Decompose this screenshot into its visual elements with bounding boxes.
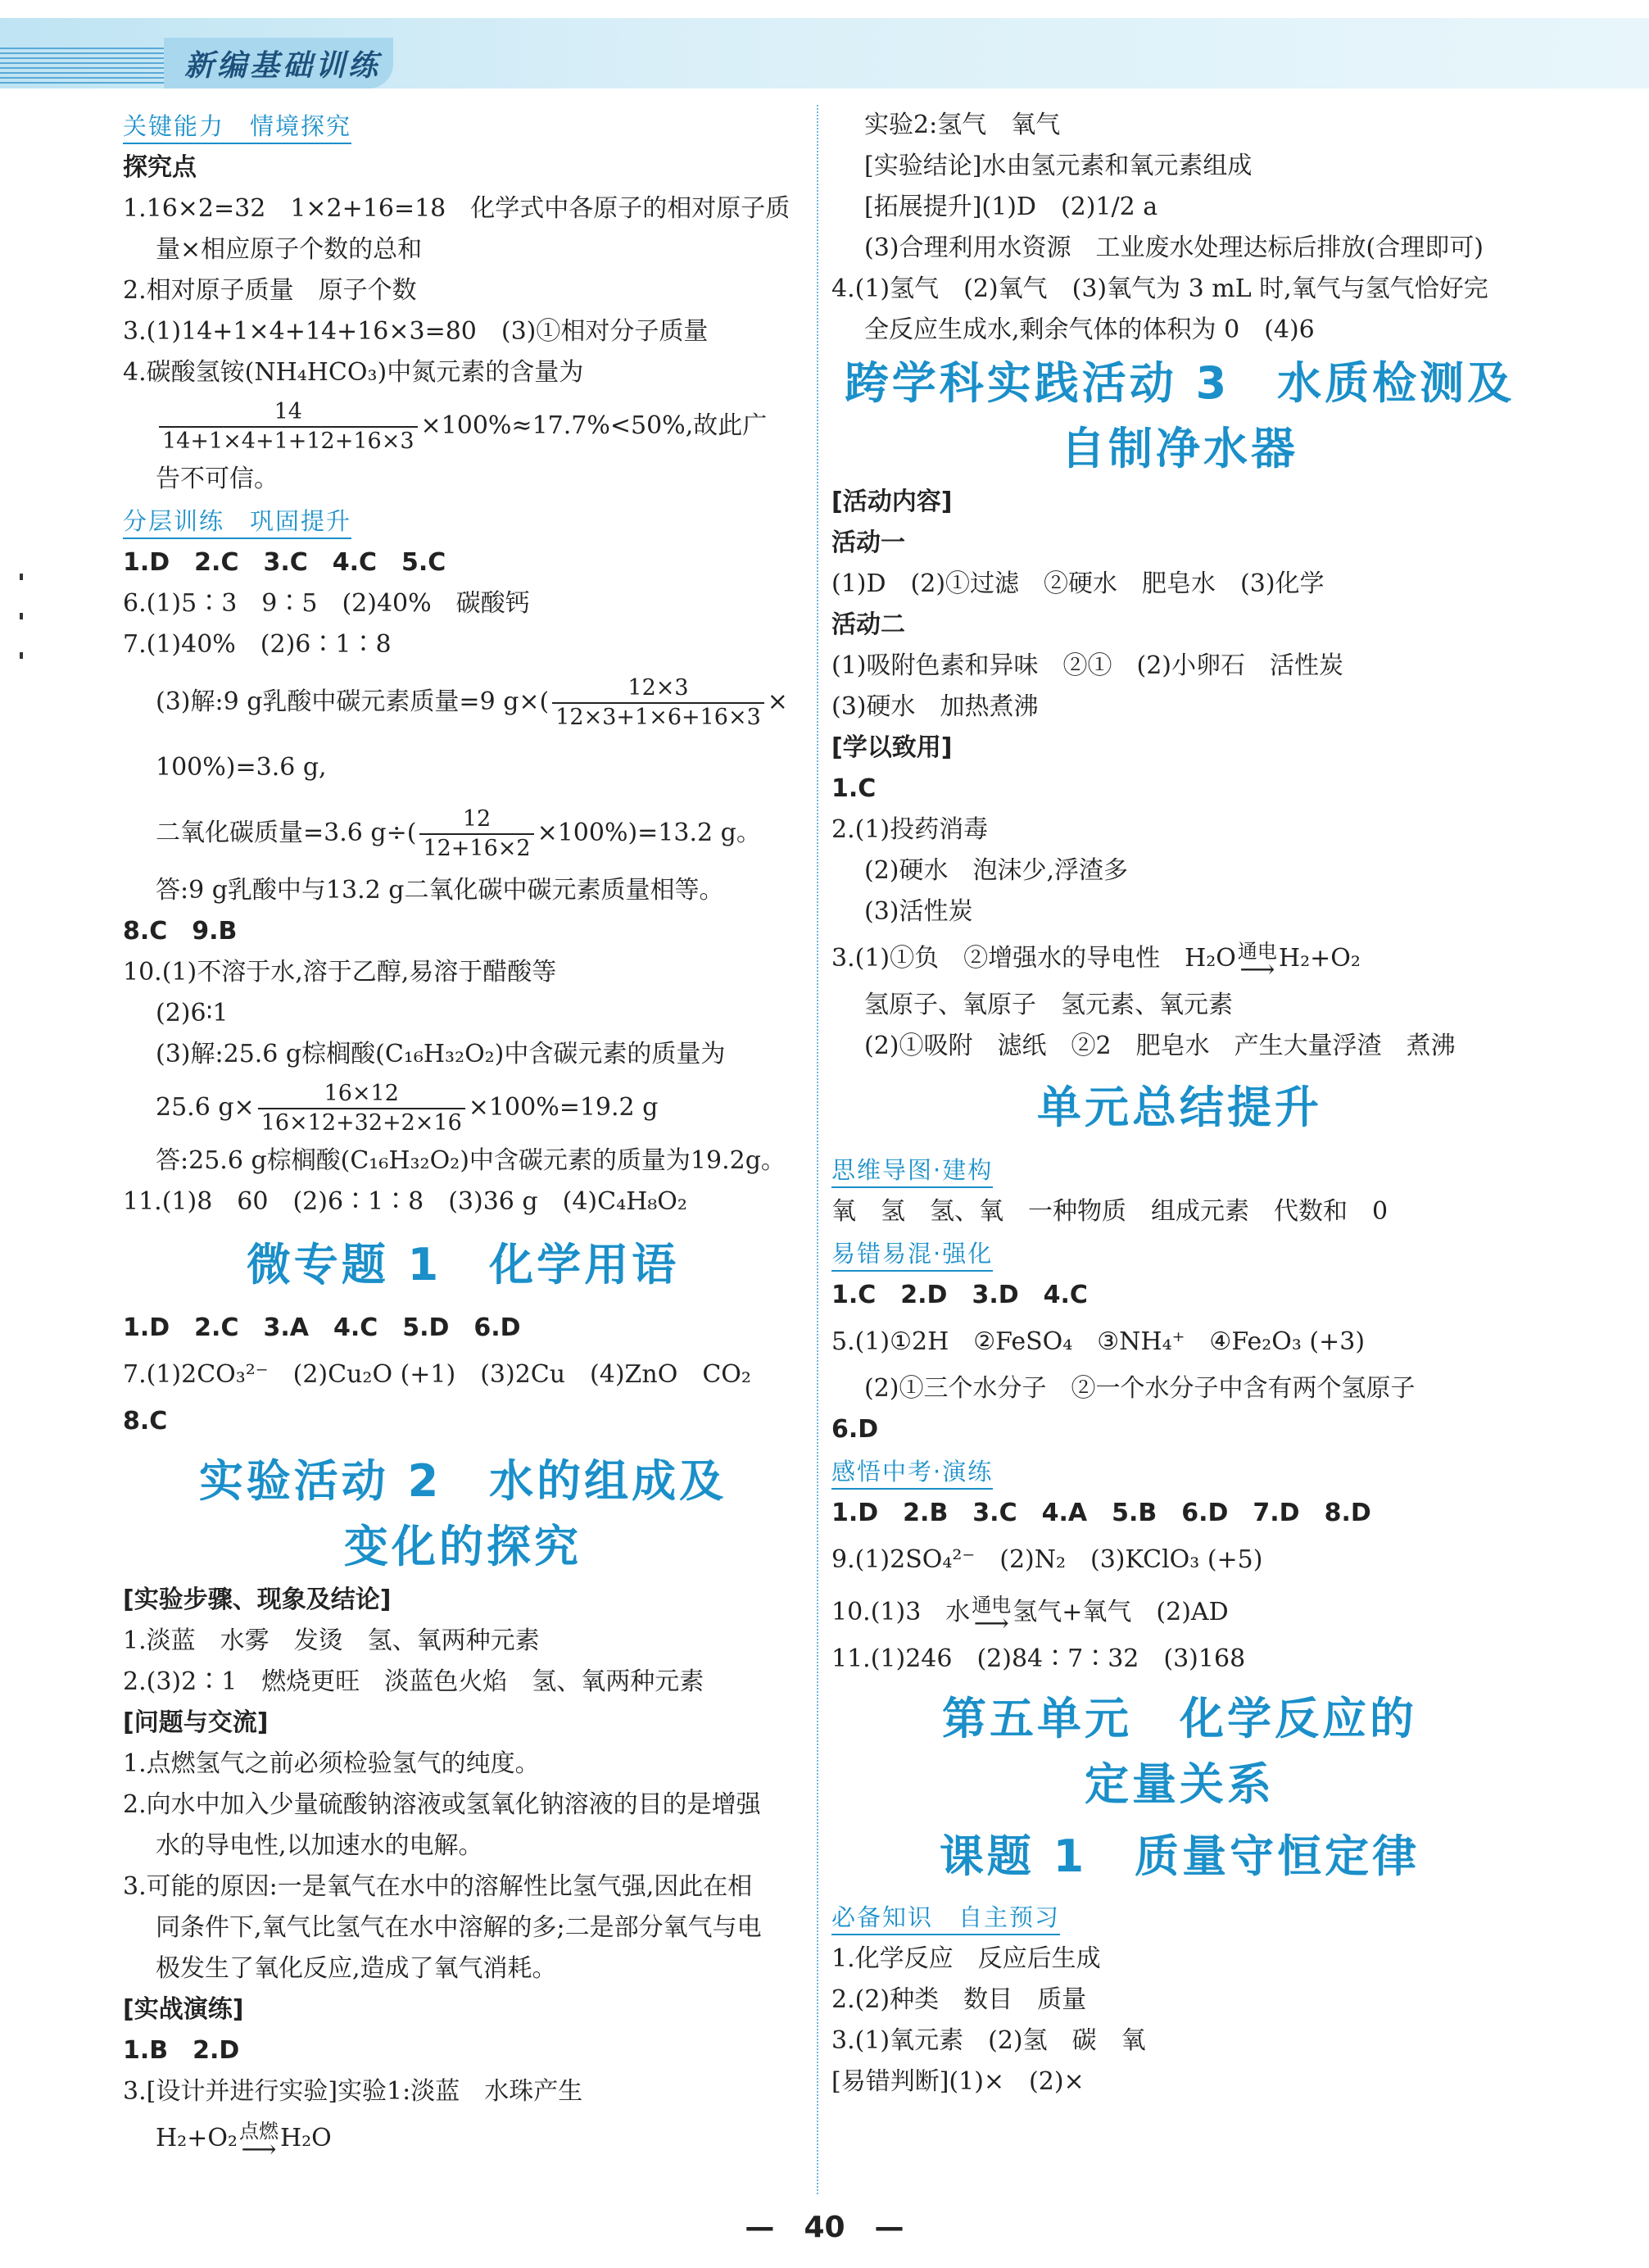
subheading: 活动一 — [831, 528, 905, 557]
bracket-heading: [实验步骤、现象及结论] — [123, 1585, 392, 1614]
section-title: 定量关系 — [1085, 1758, 1275, 1810]
answer-line: 氢原子、氧原子 氢元素、氧元素 — [864, 991, 1233, 1019]
right-column — [831, 105, 1528, 2102]
answer-line: 3.可能的原因:一是氧气在水中的溶解性比氢气强,因此在相 — [123, 1872, 753, 1901]
answer-line: (1)D (2)①过滤 ②硬水 肥皂水 (3)化学 — [831, 569, 1325, 598]
left-column — [123, 105, 803, 2165]
bracket-heading: [问题与交流] — [123, 1708, 269, 1737]
bracket-heading: [学以致用] — [831, 733, 953, 762]
answer-line: (3)合理利用水资源 工业废水处理达标后排放(合理即可) — [864, 234, 1484, 262]
answer-line: 2.相对原子质量 原子个数 — [123, 276, 417, 305]
section-label: 感悟中考·演练 — [831, 1455, 993, 1490]
answer-line: 5.(1)①2H ②FeSO₄ ③NH₄⁺ ④Fe₂O₃ (+3) — [831, 1327, 1366, 1356]
answer-line: 2.(1)投药消毒 — [831, 815, 989, 844]
answer-line: (3)活性炭 — [864, 897, 973, 926]
answer-line: 同条件下,氧气比氢气在水中溶解的多;二是部分氧气与电 — [156, 1913, 762, 1942]
section-title: 变化的探究 — [344, 1521, 582, 1572]
section-label: 关键能力 情境探究 — [123, 110, 351, 144]
header-title: 新编基础训练 — [184, 49, 382, 83]
formula-line: 二氧化碳质量=3.6 g÷( $\frac{12}{12+16\times 2}$ ×100%)=13.2 g。 — [156, 806, 761, 861]
subheading: 活动二 — [831, 610, 905, 639]
page-number: — 40 — — [745, 2211, 904, 2244]
section-title: 跨学科实践活动 3 水质检测及 — [844, 357, 1515, 409]
answer-line: (3)解:25.6 g棕榈酸(C₁₆H₃₂O₂)中含碳元素的质量为 — [156, 1040, 726, 1068]
equation-line: H₂+O₂ 点燃 ⟶ H₂O — [156, 2120, 332, 2164]
fraction: $\frac{12\times 3}{12\times 3+1\times 6+16\times 3}$ — [552, 674, 764, 732]
answer-line: 9.(1)2SO₄²⁻ (2)N₂ (3)KClO₃ (+5) — [831, 1545, 1263, 1574]
answer-line: 答:9 g乳酸中与13.2 g二氧化碳中碳元素质量相等。 — [156, 876, 724, 905]
answer-line: 7.(1)40% (2)6∶1∶8 — [123, 630, 392, 659]
bracket-heading: [活动内容] — [831, 488, 953, 516]
formula-line: $\frac{14}{14+1\times 4+1+12+16\times 3}$ ×100%≈17.7%<50%,故此广 — [123, 393, 803, 459]
column-divider — [817, 105, 818, 2194]
answer-line: 1.化学反应 反应后生成 — [831, 1944, 1101, 1973]
section-label: 分层训练 巩固提升 — [123, 505, 351, 539]
section-title: 课题 1 质量守恒定律 — [939, 1830, 1420, 1882]
answer-line: 1.点燃氢气之前必须检验氢气的纯度。 — [123, 1749, 540, 1778]
answer-line: 告不可信。 — [156, 465, 279, 493]
answer-line: 11.(1)246 (2)84∶7∶32 (3)168 — [831, 1644, 1246, 1673]
answer-line: 水的导电性,以加速水的电解。 — [156, 1831, 483, 1860]
answer-line: 7.(1)2CO₃²⁻ (2)Cu₂O (+1) (3)2Cu (4)ZnO CO₂ — [123, 1360, 751, 1389]
answer-line: 3.[设计并进行实验]实验1:淡蓝 水珠产生 — [123, 2077, 583, 2106]
answer-line: 1.D 2.B 3.C 4.A 5.B 6.D 7.D 8.D — [831, 1499, 1371, 1527]
section-title: 微专题 1 化学用语 — [246, 1239, 680, 1290]
answer-line: 极发生了氧化反应,造成了氧气消耗。 — [156, 1954, 557, 1983]
section-label: 必备知识 自主预习 — [831, 1901, 1060, 1935]
reaction-arrow: 通电 ⟶ — [1237, 940, 1277, 984]
equation-line: 3.(1)①负 ②增强水的导电性 H₂O 通电 ⟶ H₂+O₂ — [831, 940, 1361, 984]
formula-line: 25.6 g× $\frac{16\times 12}{16\times 12+32+2\times 16}$ ×100%=19.2 g — [156, 1081, 659, 1136]
answer-line: [易错判断](1)× (2)× — [831, 2067, 1085, 2096]
section-title: 自制净水器 — [1061, 423, 1298, 474]
answer-line: 氧 氢 氢、氧 一种物质 组成元素 代数和 0 — [831, 1197, 1389, 1226]
answer-line: 10.(1)不溶于水,溶于乙醇,易溶于醋酸等 — [123, 958, 557, 987]
answer-line: (2)6∶1 — [156, 999, 229, 1027]
answer-line: 1.淡蓝 水雾 发烫 氢、氧两种元素 — [123, 1626, 540, 1655]
answer-line: 100%)=3.6 g, — [156, 753, 327, 782]
reaction-arrow: 点燃 ⟶ — [238, 2120, 279, 2164]
answer-line: 全反应生成水,剩余气体的体积为 0 (4)6 — [864, 315, 1315, 344]
answer-line: [实验结论]水由氢元素和氧元素组成 — [864, 152, 1253, 180]
fraction: $\frac{14}{14+1\times 4+1+12+16\times 3}$ — [159, 398, 418, 456]
answer-line: 3.(1)14+1×4+14+16×3=80 (3)①相对分子质量 — [123, 317, 709, 346]
section-title: 实验活动 2 水的组成及 — [198, 1455, 727, 1507]
answer-line: 1.D 2.C 3.A 4.C 5.D 6.D — [123, 1313, 521, 1342]
section-label: 易错易混·强化 — [831, 1237, 993, 1272]
answer-line: 2.向水中加入少量硫酸钠溶液或氢氧化钠溶液的目的是增强 — [123, 1790, 761, 1819]
answer-line: 8.C — [123, 1407, 168, 1436]
section-title: 单元总结提升 — [1037, 1082, 1322, 1133]
answer-line: 答:25.6 g棕榈酸(C₁₆H₃₂O₂)中含碳元素的质量为19.2g。 — [156, 1146, 786, 1175]
answer-line: 2.(3)2∶1 燃烧更旺 淡蓝色火焰 氢、氧两种元素 — [123, 1667, 704, 1696]
answer-line: 6.D — [831, 1415, 879, 1444]
answer-line: 量×相应原子个数的总和 — [156, 235, 423, 264]
margin-marks — [16, 574, 26, 705]
subheading: 探究点 — [123, 153, 197, 182]
section-title: 第五单元 化学反应的 — [942, 1693, 1417, 1744]
formula-line: (3)解:9 g乳酸中碳元素质量=9 g×( $\frac{12\times 3}{12\times 3+1\times 6+16\times 3}$ × — [156, 675, 788, 730]
answer-line: (1)吸附色素和异味 ②① (2)小卵石 活性炭 — [831, 651, 1343, 680]
answer-line: 1.16×2=32 1×2+16=18 化学式中各原子的相对原子质 — [123, 194, 791, 223]
answer-line: 4.(1)氢气 (2)氧气 (3)氧气为 3 mL 时,氧气与氢气恰好完 — [831, 274, 1488, 303]
answer-line: (3)硬水 加热煮沸 — [831, 692, 1039, 721]
fraction: $\frac{16\times 12}{16\times 12+32+2\times 16}$ — [258, 1080, 465, 1137]
answer-line: 6.(1)5∶3 9∶5 (2)40% 碳酸钙 — [123, 589, 530, 618]
answer-line: (2)硬水 泡沫少,浮渣多 — [864, 856, 1129, 885]
section-label: 思维导图·建构 — [831, 1154, 993, 1188]
equation-line: 10.(1)3 水 通电 ⟶ 氢气+氧气 (2)AD — [831, 1594, 1229, 1638]
answer-line: (2)①三个水分子 ②一个水分子中含有两个氢原子 — [864, 1374, 1416, 1403]
answer-line: 11.(1)8 60 (2)6∶1∶8 (3)36 g (4)C₄H₈O₂ — [123, 1187, 687, 1216]
reaction-arrow: 通电 ⟶ — [972, 1594, 1012, 1638]
answer-line: 1.B 2.D — [123, 2036, 240, 2065]
answer-line: 实验2:氢气 氧气 — [864, 111, 1061, 139]
answer-line: 1.C — [831, 774, 877, 803]
answer-line: 1.C 2.D 3.D 4.C — [831, 1281, 1088, 1309]
answer-line: 8.C 9.B — [123, 917, 238, 946]
answer-line: (2)①吸附 滤纸 ②2 肥皂水 产生大量浮渣 煮沸 — [864, 1032, 1456, 1060]
answer-line: 4.碳酸氢铵(NH₄HCO₃)中氮元素的含量为 — [123, 358, 584, 387]
answer-line: 3.(1)氧元素 (2)氢 碳 氧 — [831, 2026, 1146, 2055]
answer-line: 1.D 2.C 3.C 4.C 5.C — [123, 548, 446, 577]
answer-line: [拓展提升](1)D (2)1/2 a — [864, 193, 1158, 221]
bracket-heading: [实战演练] — [123, 1995, 244, 2024]
header-decoration — [0, 48, 180, 85]
answer-line: 2.(2)种类 数目 质量 — [831, 1985, 1087, 2014]
fraction: $\frac{12}{12+16\times 2}$ — [419, 805, 533, 863]
